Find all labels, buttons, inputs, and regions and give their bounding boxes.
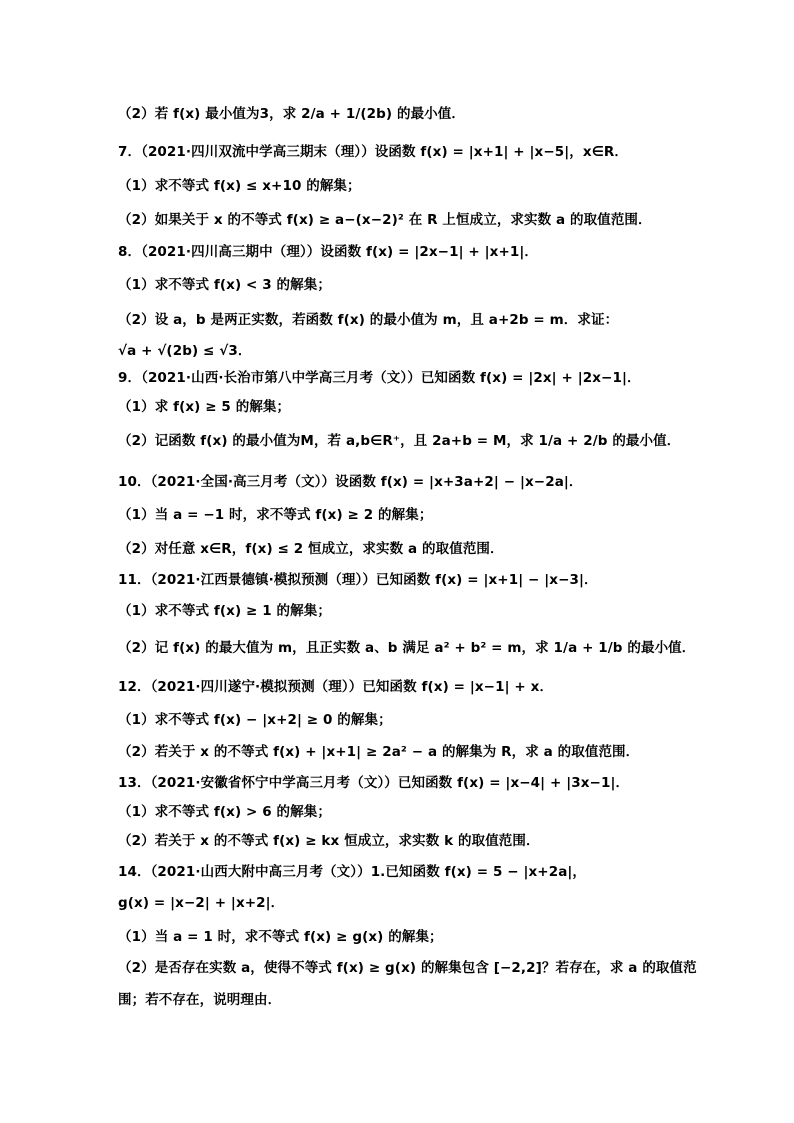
text-line-q8-part1: （1）求不等式 f(x) < 3 的解集； [118,277,331,293]
text-line-q10-part1: （1）当 a = −1 时，求不等式 f(x) ≥ 2 的解集； [118,507,433,523]
text-line-q14-part2-cont: 围；若不存在，说明理由． [118,992,282,1008]
text-line-q11-part2: （2）记 f(x) 的最大值为 m，且正实数 a、b 满足 a² + b² = m，求 1/a + 1/b 的最小值． [118,640,696,656]
text-line-q10-title: 10．（2021·全国·高三月考（文））设函数 f(x) = |x+3a+2| − |x−2a|． [118,474,583,490]
text-line-q13-part1: （1）求不等式 f(x) > 6 的解集； [118,804,331,820]
text-line-q13-title: 13．（2021·安徽省怀宁中学高三月考（文））已知函数 f(x) = |x−4| + |3x−1|． [118,775,630,791]
text-line-q12-part1: （1）求不等式 f(x) − |x+2| ≥ 0 的解集； [118,712,392,728]
text-line-q12-part2: （2）若关于 x 的不等式 f(x) + |x+1| ≥ 2a² − a 的解集为 R，求 a 的取值范围． [118,744,640,760]
text-line-q11-title: 11．（2021·江西景德镇·模拟预测（理））已知函数 f(x) = |x+1| − |x−3|． [118,572,598,588]
text-line-q8-title: 8．（2021·四川高三期中（理））设函数 f(x) = |2x−1| + |x+1|． [118,244,538,260]
text-line-q12-title: 12．（2021·四川遂宁·模拟预测（理））已知函数 f(x) = |x−1| + x． [118,679,554,695]
text-line-q13-part2: （2）若关于 x 的不等式 f(x) ≥ kx 恒成立，求实数 k 的取值范围． [118,833,540,849]
text-line-q7-part1: （1）求不等式 f(x) ≤ x+10 的解集； [118,178,361,194]
text-line-q7-part2: （2）如果关于 x 的不等式 f(x) ≥ a−(x−2)² 在 R 上恒成立，求实数 a 的取值范围． [118,212,652,228]
text-line-q9-part1: （1）求 f(x) ≥ 5 的解集； [118,399,291,415]
text-line-q10-part2: （2）对任意 x∈R，f(x) ≤ 2 恒成立，求实数 a 的取值范围． [118,541,504,557]
text-line-q9-part2: （2）记函数 f(x) 的最小值为M，若 a,b∈R⁺，且 2a+b = M，求 1/a + 2/b 的最小值． [118,433,681,449]
text-line-q14-part1: （1）当 a = 1 时，求不等式 f(x) ≥ g(x) 的解集； [118,929,443,945]
text-line-q9-title: 9．（2021·山西·长治市第八中学高三月考（文））已知函数 f(x) = |2x| + |2x−1|． [118,370,641,386]
text-line-q8-part2-cont: √a + √(2b) ≤ √3． [118,343,252,359]
text-line-q7-title: 7．（2021·四川双流中学高三期末（理））设函数 f(x) = |x+1| + |x−5|，x∈R． [118,144,628,160]
text-line-q14-title-cont: g(x) = |x−2| + |x+2|． [118,895,285,911]
text-line-q14-part2: （2）是否存在实数 a，使得不等式 f(x) ≥ g(x) 的解集包含 [−2,2]？若存在，求 a 的取值范 [118,960,697,976]
text-line-q11-part1: （1）求不等式 f(x) ≥ 1 的解集； [118,603,331,619]
text-line-q8-part2: （2）设 a，b 是两正实数，若函数 f(x) 的最小值为 m，且 a+2b = m．求证： [118,312,619,328]
text-line-q14-title: 14．（2021·山西大附中高三月考（文））1.已知函数 f(x) = 5 − |x+2a|， [118,864,587,880]
text-line-q6-part2: （2）若 f(x) 最小值为3，求 2/a + 1/(2b) 的最小值． [118,106,465,122]
